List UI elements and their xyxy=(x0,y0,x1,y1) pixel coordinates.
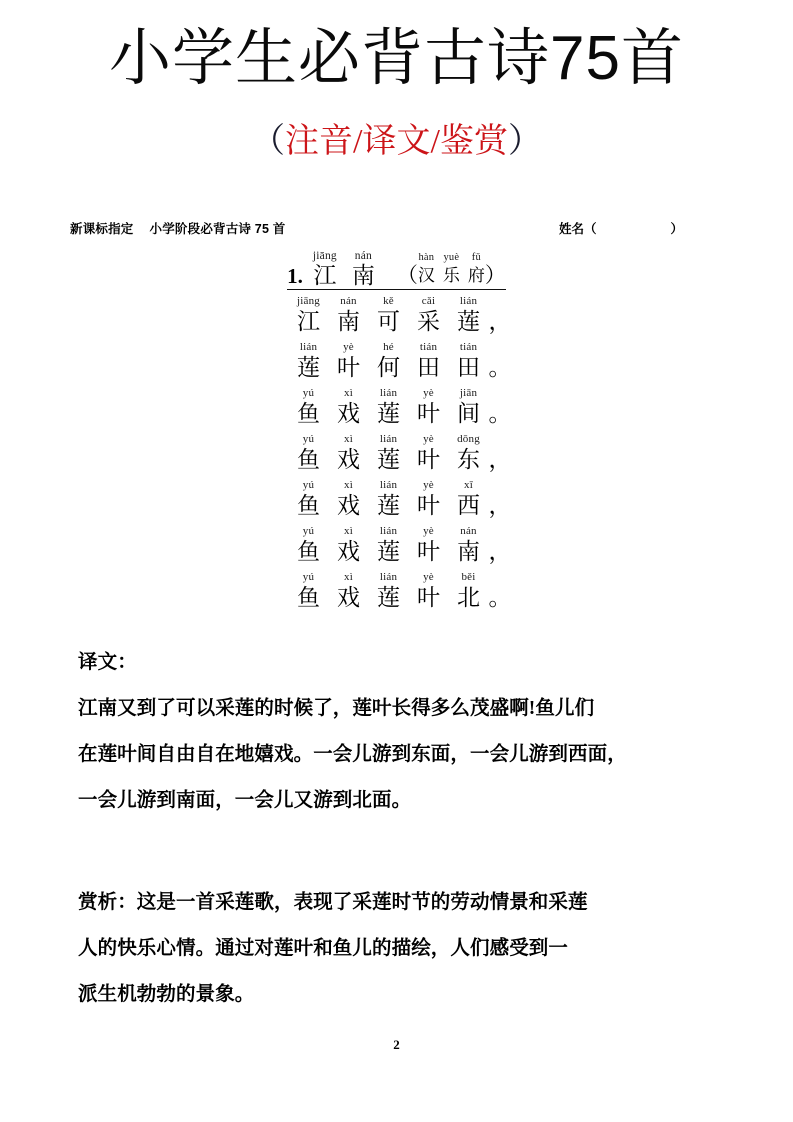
pinyin: yè xyxy=(423,525,434,537)
ruby-char xyxy=(449,386,489,428)
poem-line xyxy=(0,432,793,474)
hanzi: 叶 xyxy=(417,539,440,564)
pinyin: yè xyxy=(423,479,434,491)
poem-line-punctuation: 。 xyxy=(488,401,512,426)
poem-title xyxy=(287,250,506,290)
hanzi: 何 xyxy=(377,355,400,380)
hanzi: 江 xyxy=(313,263,337,288)
poem-line xyxy=(0,570,793,612)
poem-line-chars xyxy=(289,478,489,520)
pinyin: dōng xyxy=(457,433,480,445)
hanzi: 戏 xyxy=(337,585,360,610)
poem-line-chars xyxy=(289,386,489,428)
pinyin: kě xyxy=(383,295,394,307)
poem-line-chars xyxy=(289,524,489,566)
source-close-paren: ） xyxy=(484,263,506,287)
hanzi: 叶 xyxy=(417,585,440,610)
pinyin: fǔ xyxy=(471,252,481,263)
page-number: 2 xyxy=(393,1037,400,1052)
hanzi: 府 xyxy=(467,266,485,285)
hanzi: 鱼 xyxy=(297,539,320,564)
hanzi: 莲 xyxy=(457,309,480,334)
document-subtitle xyxy=(0,122,793,163)
ruby-char xyxy=(409,432,449,474)
ruby-char xyxy=(369,524,409,566)
pinyin: yú xyxy=(302,387,315,399)
hanzi: 北 xyxy=(457,585,480,610)
appreciation-line: 赏析：这是一首采莲歌，表现了采莲时节的劳动情景和采莲 xyxy=(78,892,588,913)
ruby-char xyxy=(289,524,329,566)
ruby-char xyxy=(369,386,409,428)
hanzi: 鱼 xyxy=(297,585,320,610)
pinyin: xī xyxy=(464,479,473,491)
pinyin: lián xyxy=(379,479,398,491)
poem-source xyxy=(397,252,506,288)
poem-line-chars xyxy=(289,570,489,612)
sheet-header-left xyxy=(70,219,285,237)
hanzi: 乐 xyxy=(442,266,460,285)
hanzi: 鱼 xyxy=(297,447,320,472)
hanzi: 叶 xyxy=(337,355,360,380)
hanzi: 田 xyxy=(457,355,480,380)
hanzi: 莲 xyxy=(377,401,400,426)
hanzi: 莲 xyxy=(377,585,400,610)
translation-line: 江南又到了可以采莲的时候了，莲叶长得多么茂盛啊!鱼儿们 xyxy=(78,698,595,719)
poem-line xyxy=(0,294,793,336)
name-field-close: ） xyxy=(670,222,683,236)
hanzi: 叶 xyxy=(417,447,440,472)
curriculum-label: 新课标指定 xyxy=(70,222,134,236)
pinyin: yú xyxy=(302,571,315,583)
appreciation-section xyxy=(78,880,726,1018)
hanzi: 东 xyxy=(457,447,480,472)
ruby-char xyxy=(313,250,337,288)
ruby-char xyxy=(329,570,369,612)
pinyin: yè xyxy=(423,433,434,445)
hanzi: 叶 xyxy=(417,401,440,426)
pinyin: xì xyxy=(344,433,353,445)
ruby-char xyxy=(449,570,489,612)
pinyin: tián xyxy=(459,341,478,353)
subtitle-red-text: 注音/译文/鉴赏 xyxy=(285,123,508,160)
pinyin: yè xyxy=(423,387,434,399)
ruby-char xyxy=(443,252,460,288)
poem-line-punctuation: ， xyxy=(488,309,512,334)
hanzi: 采 xyxy=(417,309,440,334)
ruby-char xyxy=(449,478,489,520)
pinyin: xì xyxy=(344,479,353,491)
ruby-char xyxy=(329,478,369,520)
hanzi: 南 xyxy=(337,309,360,334)
ruby-char xyxy=(449,340,489,382)
hanzi: 莲 xyxy=(377,447,400,472)
ruby-char xyxy=(369,340,409,382)
ruby-char xyxy=(409,386,449,428)
hanzi: 间 xyxy=(457,401,480,426)
hanzi: 汉 xyxy=(417,266,435,285)
pinyin: běi xyxy=(461,571,476,583)
ruby-char xyxy=(352,250,375,288)
poem-number: 1. xyxy=(287,264,303,288)
ruby-char xyxy=(369,294,409,336)
hanzi: 戏 xyxy=(337,493,360,518)
poem-line-chars xyxy=(289,432,489,474)
poem-line-punctuation: 。 xyxy=(488,355,512,380)
hanzi: 西 xyxy=(457,493,480,518)
pinyin: jiān xyxy=(459,387,478,399)
pinyin: nán xyxy=(340,295,357,307)
poem-line xyxy=(0,478,793,520)
hanzi: 戏 xyxy=(337,447,360,472)
poem-line xyxy=(0,340,793,382)
ruby-char xyxy=(369,478,409,520)
ruby-char xyxy=(329,524,369,566)
pinyin: tián xyxy=(419,341,438,353)
name-field[interactable] xyxy=(559,219,723,237)
hanzi: 鱼 xyxy=(297,493,320,518)
ruby-char xyxy=(329,432,369,474)
pinyin: nán xyxy=(354,250,372,262)
ruby-char xyxy=(449,294,489,336)
hanzi: 鱼 xyxy=(297,401,320,426)
translation-line: 一会儿游到南面，一会儿又游到北面。 xyxy=(78,790,412,811)
poem-line-punctuation: 。 xyxy=(488,585,512,610)
hanzi: 莲 xyxy=(377,539,400,564)
ruby-char xyxy=(329,294,369,336)
ruby-char xyxy=(409,294,449,336)
translation-section xyxy=(78,640,726,824)
pinyin: yè xyxy=(423,571,434,583)
pinyin: xì xyxy=(344,571,353,583)
pinyin: cǎi xyxy=(421,295,436,307)
ruby-char xyxy=(289,570,329,612)
ruby-char xyxy=(289,340,329,382)
poem-line-chars xyxy=(289,294,489,336)
ruby-char xyxy=(329,386,369,428)
ruby-char xyxy=(449,524,489,566)
hanzi: 可 xyxy=(377,309,400,334)
ruby-char xyxy=(289,386,329,428)
ruby-char xyxy=(418,252,435,288)
poem-title-row xyxy=(0,238,793,290)
poem-block xyxy=(0,238,793,612)
pinyin: yú xyxy=(302,433,315,445)
pinyin: lián xyxy=(379,433,398,445)
pinyin: yuè xyxy=(443,252,460,263)
hanzi: 叶 xyxy=(417,493,440,518)
collection-label: 小学阶段必背古诗 75 首 xyxy=(149,222,286,236)
ruby-char xyxy=(409,340,449,382)
pinyin: xì xyxy=(344,387,353,399)
ruby-char xyxy=(409,570,449,612)
document-title: 小学生必背古诗75首 xyxy=(109,24,684,93)
pinyin: jiāng xyxy=(312,250,337,262)
poem-line xyxy=(0,524,793,566)
poem-line-chars xyxy=(289,340,489,382)
ruby-char xyxy=(289,294,329,336)
appreciation-line: 派生机勃勃的景象。 xyxy=(78,984,255,1005)
name-field-label: 姓名（ xyxy=(558,222,597,236)
translation-heading: 译文： xyxy=(78,652,137,673)
ruby-char xyxy=(468,252,485,288)
hanzi: 田 xyxy=(417,355,440,380)
pinyin: yú xyxy=(302,479,315,491)
pinyin: yú xyxy=(302,525,315,537)
subtitle-close-paren: ） xyxy=(507,123,542,160)
pinyin: lián xyxy=(379,525,398,537)
source-open-paren: （ xyxy=(396,263,418,287)
pinyin: lián xyxy=(379,571,398,583)
pinyin: lián xyxy=(379,387,398,399)
pinyin: jiāng xyxy=(297,295,320,307)
hanzi: 戏 xyxy=(337,539,360,564)
pinyin: xì xyxy=(344,525,353,537)
poem-title-chars xyxy=(313,250,375,288)
hanzi: 南 xyxy=(351,263,375,288)
poem-line-punctuation: ， xyxy=(488,493,512,518)
translation-line: 在莲叶间自由自在地嬉戏。一会儿游到东面，一会儿游到西面， xyxy=(78,744,627,765)
hanzi: 戏 xyxy=(337,401,360,426)
ruby-char xyxy=(329,340,369,382)
ruby-char xyxy=(289,432,329,474)
pinyin: hàn xyxy=(418,252,435,263)
appreciation-line: 人的快乐心情。通过对莲叶和鱼儿的描绘，人们感受到一 xyxy=(78,938,569,959)
ruby-char xyxy=(409,524,449,566)
pinyin: lián xyxy=(459,295,478,307)
sheet-header xyxy=(70,219,723,237)
pinyin: nán xyxy=(460,525,477,537)
pinyin: hé xyxy=(383,341,394,353)
hanzi: 江 xyxy=(297,309,320,334)
pinyin: lián xyxy=(299,341,318,353)
ruby-char xyxy=(449,432,489,474)
poem-line-punctuation: ， xyxy=(488,447,512,472)
hanzi: 莲 xyxy=(377,493,400,518)
poem-line-punctuation: ， xyxy=(488,539,512,564)
poem-line xyxy=(0,386,793,428)
ruby-char xyxy=(369,432,409,474)
poem-lines xyxy=(0,294,793,612)
ruby-char xyxy=(409,478,449,520)
pinyin: yè xyxy=(343,341,354,353)
hanzi: 莲 xyxy=(297,355,320,380)
ruby-char xyxy=(369,570,409,612)
hanzi: 南 xyxy=(457,539,480,564)
ruby-char xyxy=(289,478,329,520)
subtitle-open-paren: （ xyxy=(251,123,286,160)
